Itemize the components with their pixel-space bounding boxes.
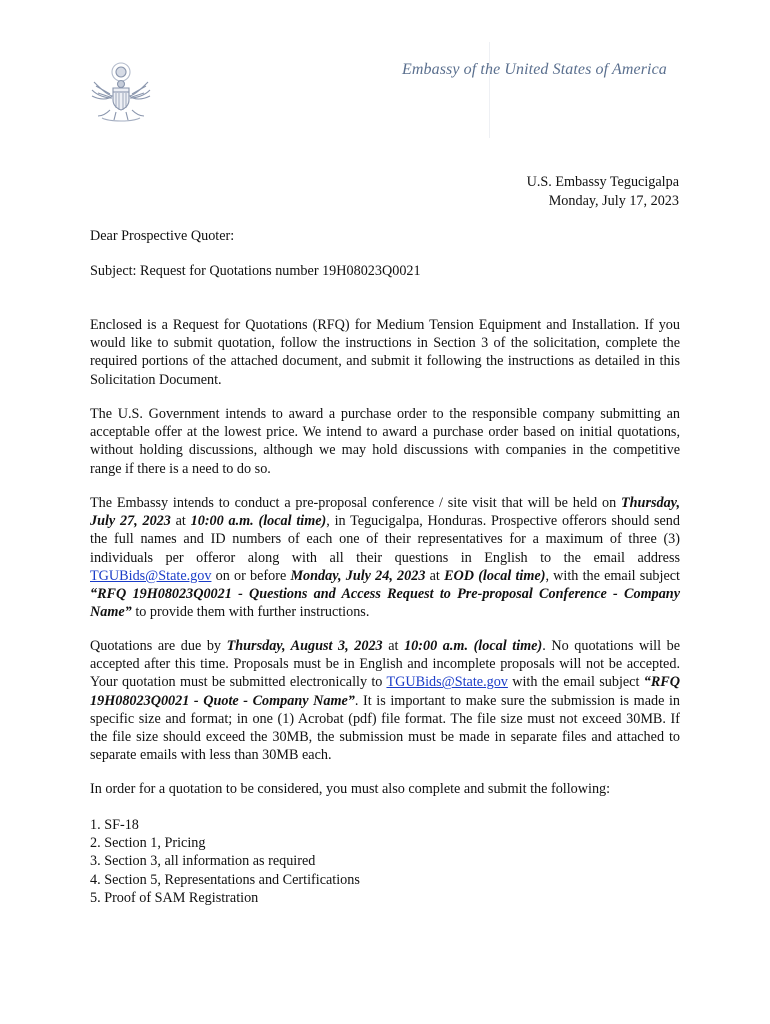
great-seal-icon: [88, 60, 154, 128]
text-segment: , with the email subject: [545, 567, 680, 584]
text-segment: , in Tegucigalpa, Honduras. Prospective offerors should send the full names and ID numbers of each one of their representatives for a maximum of three (3) individuals per offeror along with all their questions in English to the email address: [90, 513, 680, 566]
paragraph-rfq-intro: Enclosed is a Request for Quotations (RFQ) for Medium Tension Equipment and Installation. If you would like to submit quotation, follow the instructions in Section 3 of the solicitation, complete the required portions of the attached document, and submit it following the instructions as detailed in this Solicitation Document.: [90, 317, 680, 388]
list-item: 2. Section 1, Pricing: [90, 835, 206, 852]
text-segment: with the email subject: [507, 674, 644, 691]
paragraph-requirements-intro: In order for a quotation to be considered, you must also complete and submit the following:: [90, 781, 611, 797]
quote-email-subject: “RFQ 19H08023Q0021 - Quote - Company Name”: [90, 674, 680, 709]
subject-line: Subject: Request for Quotations number 19H08023Q0021: [90, 263, 421, 279]
text-segment: at: [382, 638, 405, 654]
due-time: 10:00 a.m. (local time): [404, 638, 543, 654]
sender-block: [527, 173, 679, 210]
list-item: 4. Section 5, Representations and Certifications: [90, 871, 360, 888]
salutation: Dear Prospective Quoter:: [90, 228, 235, 244]
text-segment: . No quotations will be accepted after this time. Proposals must be in English and incomplete proposals will not be accepted. Your quotation must be submitted electronically to: [90, 638, 681, 691]
text-segment: at: [425, 567, 445, 584]
question-deadline-date: Monday, July 24, 2023: [290, 567, 426, 584]
conference-date: Thursday, July 27, 2023: [90, 495, 680, 530]
email-link[interactable]: TGUBids@State.gov: [90, 567, 212, 584]
conference-time: 10:00 a.m. (local time): [190, 513, 327, 530]
question-deadline-time: EOD (local time): [444, 567, 546, 584]
text-segment: at: [170, 513, 191, 530]
conference-email-subject: “RFQ 19H08023Q0021 - Questions and Access Request to Pre-proposal Conference - Company Name”: [90, 586, 680, 621]
letter-date: Monday, July 17, 2023: [548, 192, 679, 209]
paragraph-conference: [90, 494, 680, 621]
text-segment: The Embassy intends to conduct a pre-proposal conference / site visit that will be held on: [90, 495, 621, 511]
letterhead-divider: [489, 42, 490, 138]
text-segment: to provide them with further instructions.: [131, 604, 370, 621]
letterhead-title: Embassy of the United States of America: [402, 61, 667, 78]
sender-location: U.S. Embassy Tegucigalpa: [526, 174, 679, 190]
text-segment: . It is important to make sure the submission is made in specific size and format; in one (1) Acrobat (pdf) file format. The file size must not exceed 30MB. If the file size should exceed the 30MB, the submission must be made in separate files and attached to separate emails with less than 30MB each.: [90, 692, 680, 764]
paragraph-award: The U.S. Government intends to award a purchase order to the responsible company submitting an acceptable offer at the lowest price. We intend to award a purchase order based on initial quotations, without holding discussions, although we may hold discussions with companies in the competitive range if there is a need to do so.: [90, 406, 680, 477]
list-item: 5. Proof of SAM Registration: [90, 889, 259, 906]
list-item: 1. SF-18: [90, 817, 139, 833]
text-segment: on or before: [211, 567, 291, 584]
paragraph-quotation-due: [90, 637, 680, 764]
requirements-list: [90, 816, 680, 907]
text-segment: Quotations are due by: [90, 638, 227, 654]
email-link[interactable]: TGUBids@State.gov: [386, 674, 508, 691]
due-date: Thursday, August 3, 2023: [226, 638, 383, 654]
list-item: 3. Section 3, all information as required: [90, 853, 316, 870]
